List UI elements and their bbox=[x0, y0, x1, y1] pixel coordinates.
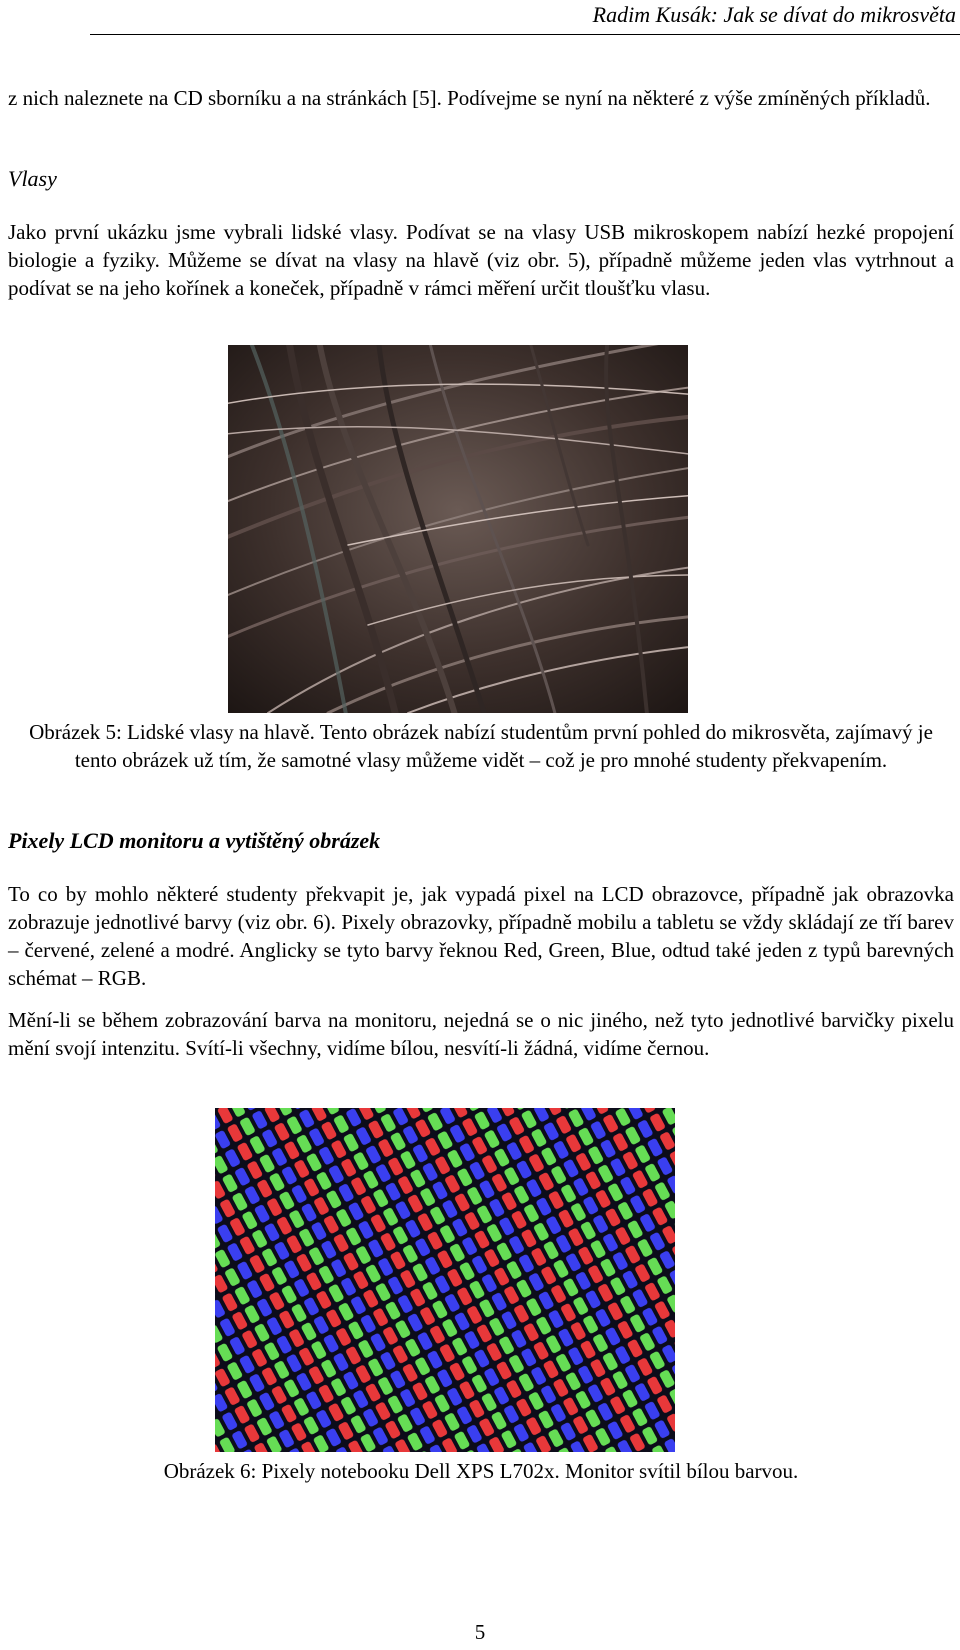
running-title: Radim Kusák: Jak se dívat do mikrosvěta bbox=[592, 2, 956, 27]
hair-paragraph: Jako první ukázku jsme vybrali lidské vlasy. Podívat se na vlasy USB mikroskopem nabízí hezké propojení biologie a fyziky. Můžeme se dívat na vlasy na hlavě (viz obr. 5), případně můžeme jeden vlas vytrhnout a podívat se na jeho kořínek a koneček, případně v rámci měření určit tloušťku vlasu. bbox=[8, 220, 954, 300]
intro-paragraph: z nich naleznete na CD sborníku a na stránkách [5]. Podívejme se nyní na některé z výše zmíněných příkladů. bbox=[8, 86, 931, 110]
hair-photo-image bbox=[228, 345, 688, 713]
pixels-paragraph-1: To co by mohlo některé studenty překvapit je, jak vypadá pixel na LCD obrazovce, případně jak obrazovka zobrazuje jednotlivé barvy (viz obr. 6). Pixely obrazovky, případně mobilu a tabletu se vždy skládají ze tří barev – červené, zelené a modré. Anglicky se tyto barvy řeknou Red, Green, Blue, odtud také jeden z typů barevných schémat – RGB. bbox=[8, 882, 954, 990]
figure-6-caption: Obrázek 6: Pixely notebooku Dell XPS L702x. Monitor svítil bílou barvou. bbox=[163, 1459, 799, 1483]
lcd-pixels-image bbox=[215, 1108, 675, 1452]
heading-pixels: Pixely LCD monitoru a vytištěný obrázek bbox=[8, 828, 381, 853]
lcd-pixels-photo bbox=[215, 1108, 675, 1452]
running-header bbox=[90, 2, 960, 35]
page-number: 5 bbox=[474, 1620, 486, 1644]
heading-hair: Vlasy bbox=[8, 166, 57, 191]
hair-photo bbox=[228, 345, 688, 713]
figure-5-caption: Obrázek 5: Lidské vlasy na hlavě. Tento obrázek nabízí studentům první pohled do mikrosvěta, zajímavý je tento obrázek už tím, že samotné vlasy můžeme vidět – což je pro mnohé studenty překvapením. bbox=[29, 720, 933, 772]
pixels-paragraph-2: Mění-li se během zobrazování barva na monitoru, nejedná se o nic jiného, než tyto jednotlivé barvičky pixelu mění svojí intenzitu. Svítí-li všechny, vidíme bílou, nesvítí-li žádná, vidíme černou. bbox=[8, 1008, 954, 1060]
